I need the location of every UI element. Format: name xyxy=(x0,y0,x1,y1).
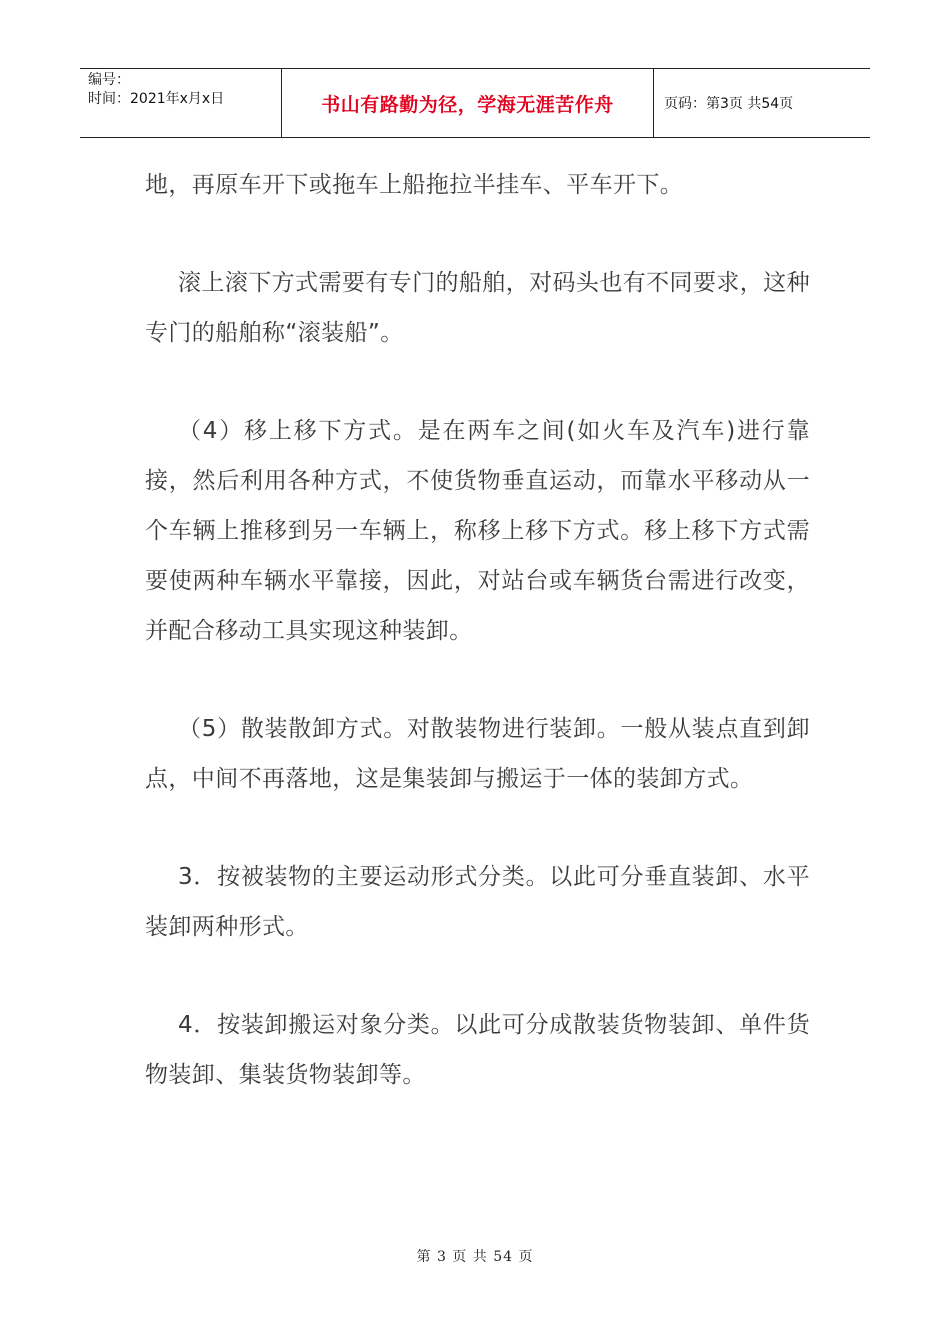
paragraph: 4．按装卸搬运对象分类。以此可分成散装货物装卸、单件货物装卸、集装货物装卸等。 xyxy=(145,1012,810,1088)
paragraph: 滚上滚下方式需要有专门的船舶，对码头也有不同要求，这种专门的船舶称“滚装船”。 xyxy=(145,270,810,346)
paragraph: （5）散装散卸方式。对散装物进行装卸。一般从装点直到卸点，中间不再落地，这是集装卸与搬运于一体的装卸方式。 xyxy=(145,716,810,792)
paragraph: 地，再原车开下或拖车上船拖拉半挂车、平车开下。 xyxy=(145,172,684,198)
header-motto: 书山有路勤为径，学海无涯苦作舟 xyxy=(282,69,654,137)
document-time-label: 时间：2021年x月x日 xyxy=(88,91,225,107)
paragraph: 3．按被装物的主要运动形式分类。以此可分垂直装卸、水平装卸两种形式。 xyxy=(145,864,810,940)
page-footer: 第 3 页 共 54 页 xyxy=(416,1249,534,1265)
document-number-label: 编号： xyxy=(88,72,130,88)
paragraph: （4）移上移下方式。是在两车之间(如火车及汽车)进行靠接，然后利用各种方式，不使货物垂直运动，而靠水平移动从一个车辆上推移到另一车辆上，称移上移下方式。移上移下方式需要使两种车辆水平靠接，因此，对站台或车辆货台需进行改变，并配合移动工具实现这种装卸。 xyxy=(145,418,810,644)
header-page-info: 页码：第3页 共54页 xyxy=(664,96,794,112)
document-header xyxy=(80,68,870,138)
document-body xyxy=(145,160,810,1100)
header-meta xyxy=(80,69,282,137)
